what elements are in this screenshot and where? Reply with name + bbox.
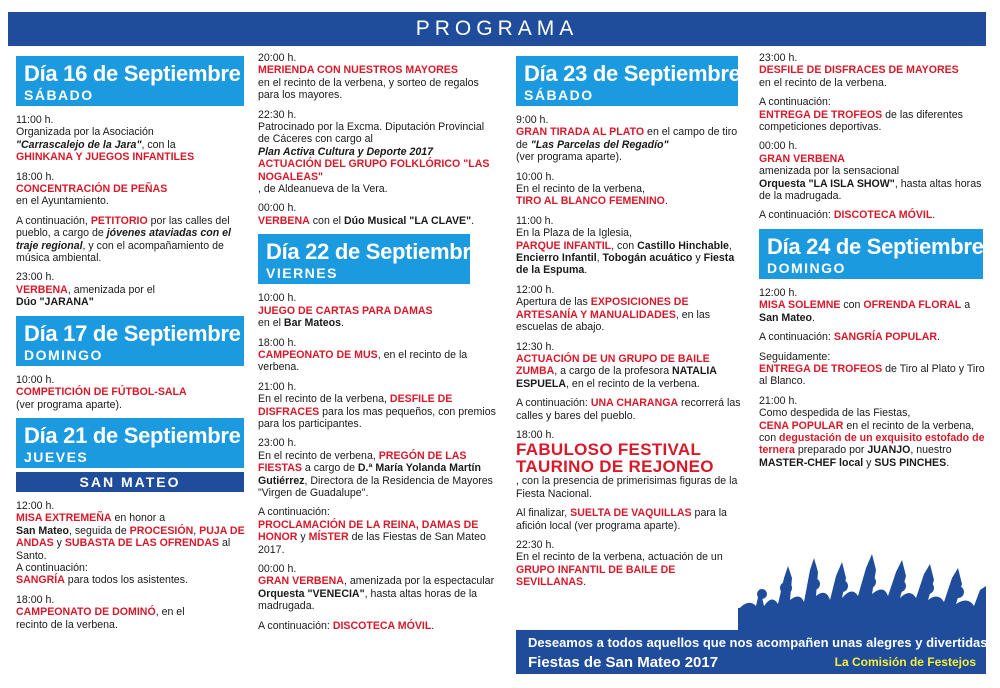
programa-banner bbox=[8, 12, 986, 46]
event: 20:00 h. MERIENDA CON NUESTROS MAYORES en el recinto de la verbena, y sorteo de regalos para los mayores. bbox=[258, 52, 498, 102]
event-title: VERBENA bbox=[16, 283, 68, 296]
event-title: JUEGO DE CARTAS PARA DAMAS bbox=[258, 304, 433, 317]
event-title: MERIENDA CON NUESTROS MAYORES bbox=[258, 64, 458, 77]
column-1 bbox=[16, 52, 251, 638]
event: 00:00 h. VERBENA con el Dúo Musical "LA CLAVE". bbox=[258, 202, 475, 227]
event: 22:30 h. En el recinto de la verbena, actuación de un GRUPO INFANTIL DE BAILE DE SEVILLANAS. bbox=[516, 538, 723, 589]
column-3 bbox=[516, 52, 746, 596]
event-title: GRAN VERBENA bbox=[258, 575, 344, 588]
day-title: Día 24 de Septiembre bbox=[767, 233, 984, 259]
event-title: PREGÓN DE LAS FIESTAS bbox=[258, 449, 467, 475]
day-header-17 bbox=[16, 316, 244, 366]
event: 10:00 h. En el recinto de la verbena, TIRO AL BLANCO FEMENINO. bbox=[516, 170, 668, 208]
event-title: MISA SOLEMNE bbox=[759, 299, 841, 312]
footer-fiestas: Fiestas de San Mateo 2017 bbox=[528, 654, 719, 671]
event-title: PETITORIO bbox=[90, 214, 148, 227]
event: 18:00 h. CAMPEONATO DE DOMINÓ, en el recinto de la verbena. bbox=[16, 593, 185, 631]
event-title: CONCENTRACIÓN DE PEÑAS bbox=[16, 183, 168, 196]
footer-banner bbox=[516, 630, 986, 674]
event-title: ENTREGA DE TROFEOS bbox=[759, 362, 883, 375]
event-title: SANGRÍA POPULAR bbox=[833, 331, 938, 344]
day-weekday: VIERNES bbox=[266, 265, 338, 282]
day-title: Día 17 de Septiembre bbox=[24, 320, 241, 346]
event: 11:00 h. Organizada por la Asociación "Carrascalejo de la Jara", con la GHINKANA Y JUEGOS INFANTILES bbox=[16, 114, 251, 164]
event-title: TIRO AL BLANCO FEMENINO bbox=[516, 195, 665, 208]
column-2 bbox=[258, 52, 498, 639]
event-title: GHINKANA Y JUEGOS INFANTILES bbox=[16, 151, 195, 164]
day-weekday: SÁBADO bbox=[24, 87, 94, 103]
event-title: PROCLAMACIÓN DE LA REINA, DAMAS DE HONOR bbox=[258, 518, 479, 544]
event: A continuación: SANGRÍA POPULAR. bbox=[759, 331, 940, 344]
event-title: ACTUACIÓN DEL GRUPO FOLKLÓRICO "LAS NOGALEAS" bbox=[258, 158, 490, 183]
crowd-silhouette-illustration bbox=[738, 548, 986, 630]
event-title: ACTUACIÓN DE UN GRUPO DE BAILE ZUMBA bbox=[516, 352, 710, 378]
event: 00:00 h. GRAN VERBENA amenizada por la sensacional Orquesta "LA ISLA SHOW", hasta altas horas de la madrugada. bbox=[759, 140, 989, 202]
day-header-22 bbox=[258, 234, 483, 284]
event: 22:30 h. Patrocinado por la Excma. Diputación Provincial de Cáceres con cargo al Plan Activa Cultura y Deporte 2017 ACTUACIÓN DEL GRUPO FOLKLÓRICO "LAS NOGALEAS" , de Aldeanueva de la Vera. bbox=[258, 109, 498, 196]
event-title: CAMPEONATO DE MUS bbox=[258, 348, 378, 361]
event-title: VERBENA bbox=[258, 214, 310, 227]
day-weekday: DOMINGO bbox=[24, 346, 103, 363]
footer-signature: La Comisión de Festejos bbox=[834, 655, 976, 669]
event: A continuación: PROCLAMACIÓN DE LA REINA, DAMAS DE HONOR y MÍSTER de las Fiestas de San Mateo 2017. bbox=[258, 506, 486, 556]
event: 18:00 h. CONCENTRACIÓN DE PEÑAS en el Ayuntamiento. bbox=[16, 171, 251, 208]
event: 12:00 h. MISA SOLEMNE con OFRENDA FLORAL a San Mateo. bbox=[759, 286, 971, 324]
event-title: GRAN VERBENA bbox=[759, 152, 845, 165]
event-title: UNA CHARANGA bbox=[590, 397, 679, 410]
event: A continuación: DISCOTECA MÓVIL. bbox=[258, 619, 435, 632]
day-header-16 bbox=[16, 56, 244, 106]
event: 21:00 h. En el recinto de la verbena, DESFILE DE DISFRACES para los mas pequeños, con premios para los participantes. bbox=[258, 380, 496, 430]
event-title: FABULOSO FESTIVAL bbox=[516, 440, 702, 460]
event-title: PARQUE INFANTIL bbox=[516, 239, 612, 252]
event: 18:00 h. CAMPEONATO DE MUS, en el recinto de la verbena. bbox=[258, 336, 468, 374]
day-title: Día 21 de Septiembre bbox=[24, 422, 241, 448]
event: 23:00 h. En el recinto de verbena, PREGÓN DE LAS FIESTAS a cargo de D.ª María Yolanda Martín Gutiérrez, Directora de la Residencia de Mayores "Virgen de Guadalupe". bbox=[258, 437, 493, 499]
page-title: PROGRAMA bbox=[415, 17, 579, 40]
event-title: DISCOTECA MÓVIL bbox=[332, 619, 432, 632]
event: Seguidamente: ENTREGA DE TROFEOS de Tiro al Plato y Tiro al Blanco. bbox=[759, 350, 985, 388]
footer-message: Deseamos a todos aquellos que nos acompañen unas alegres y divertidas bbox=[528, 635, 988, 650]
day-weekday: JUEVES bbox=[24, 448, 89, 465]
event: A continuación, PETITORIO por las calles del pueblo, a cargo de jóvenes ataviadas con el traje regional, y con el acompañamiento de música ambiental. bbox=[16, 214, 231, 265]
day-weekday: SÁBADO bbox=[524, 87, 594, 103]
event: 18:00 h. FABULOSO FESTIVAL TAURINO DE REJONEO , con la presencia de primerisimas figuras de la Fiesta Nacional. bbox=[516, 429, 746, 500]
event: A continuación: DISCOTECA MÓVIL. bbox=[759, 209, 936, 222]
event: 12:00 h. Apertura de las EXPOSICIONES DE ARTESANÍA Y MANUALIDADES, en las escuelas de abajo. bbox=[516, 283, 711, 334]
day-title: Día 16 de Septiembre bbox=[24, 61, 241, 86]
event: 11:00 h. En la Plaza de la Iglesia, PARQUE INFANTIL, con Castillo Hinchable, Encierro Infantil, Tobogán acuático y Fiesta de la Espuma. bbox=[516, 214, 735, 277]
column-4 bbox=[759, 52, 989, 476]
event: 12:00 h. MISA EXTREMEÑA en honor a San Mateo, seguida de PROCESIÓN, PUJA DE ANDAS y SUBASTA DE LAS OFRENDAS al Santo. A continuación: SANGRÍA para todos los asistentes. bbox=[16, 499, 245, 587]
event-title: COMPETICIÓN DE FÚTBOL-SALA bbox=[16, 386, 187, 399]
event: 21:00 h. Como despedida de las Fiestas, CENA POPULAR en el recinto de la verbena, con degustación de un exquisito estofado de ternera preparado por JUANJO, nuestro MASTER-CHEF local y SUS PINCHES. bbox=[759, 394, 985, 469]
event: 10:00 h. COMPETICIÓN DE FÚTBOL-SALA (ver programa aparte). bbox=[16, 374, 251, 411]
event: 00:00 h. GRAN VERBENA, amenizada por la espectacular Orquesta "VENECIA", hasta altas horas de la madrugada. bbox=[258, 563, 495, 613]
event: Al finalizar, SUELTA DE VAQUILLAS para la afición local (ver programa aparte). bbox=[516, 507, 727, 532]
event: 12:30 h. ACTUACIÓN DE UN GRUPO DE BAILE ZUMBA, a cargo de la profesora NATALIA ESPUELA, en el recinto de la verbena. bbox=[516, 340, 717, 390]
day-header-21 bbox=[16, 418, 244, 468]
event-title: SUELTA DE VAQUILLAS bbox=[570, 507, 692, 520]
event-title: CAMPEONATO DE DOMINÓ bbox=[16, 606, 156, 619]
event-title: GRAN TIRADA AL PLATO bbox=[516, 126, 645, 139]
event-title: EXPOSICIONES DE ARTESANÍA Y MANUALIDADES bbox=[516, 296, 689, 321]
day-header-23 bbox=[516, 56, 741, 106]
day-weekday: DOMINGO bbox=[767, 259, 846, 276]
event-title: DESFILE DE DISFRACES bbox=[258, 393, 453, 418]
event-title: DESFILE DE DISFRACES DE MAYORES bbox=[759, 64, 959, 77]
day-title: Día 23 de Septiembre bbox=[524, 61, 741, 86]
event: 10:00 h. JUEGO DE CARTAS PARA DAMAS en el Bar Mateos. bbox=[258, 292, 498, 329]
day-header-24 bbox=[759, 229, 983, 279]
san-mateo-banner: SAN MATEO bbox=[16, 472, 244, 492]
event: A continuación: ENTREGA DE TROFEOS de las diferentes competiciones deportivas. bbox=[759, 96, 963, 134]
day-title: Día 22 de Septiembre bbox=[266, 239, 483, 265]
event-title: GRUPO INFANTIL DE BAILE DE SEVILLANAS bbox=[516, 563, 676, 589]
event: 23:00 h. DESFILE DE DISFRACES DE MAYORES en el recinto de la verbena. bbox=[759, 52, 989, 89]
event: A continuación: UNA CHARANGA recorrerá las calles y bares del pueblo. bbox=[516, 397, 741, 422]
event-title: ENTREGA DE TROFEOS bbox=[759, 108, 883, 121]
event: 23:00 h. VERBENA, amenizada por el Dúo "JARANA" bbox=[16, 271, 155, 309]
event-title: CENA POPULAR bbox=[759, 419, 844, 432]
event-title: DISCOTECA MÓVIL bbox=[833, 209, 933, 222]
event: 9:00 h. GRAN TIRADA AL PLATO en el campo de tiro de "Las Parcelas del Regadío" (ver programa aparte). bbox=[516, 114, 738, 164]
